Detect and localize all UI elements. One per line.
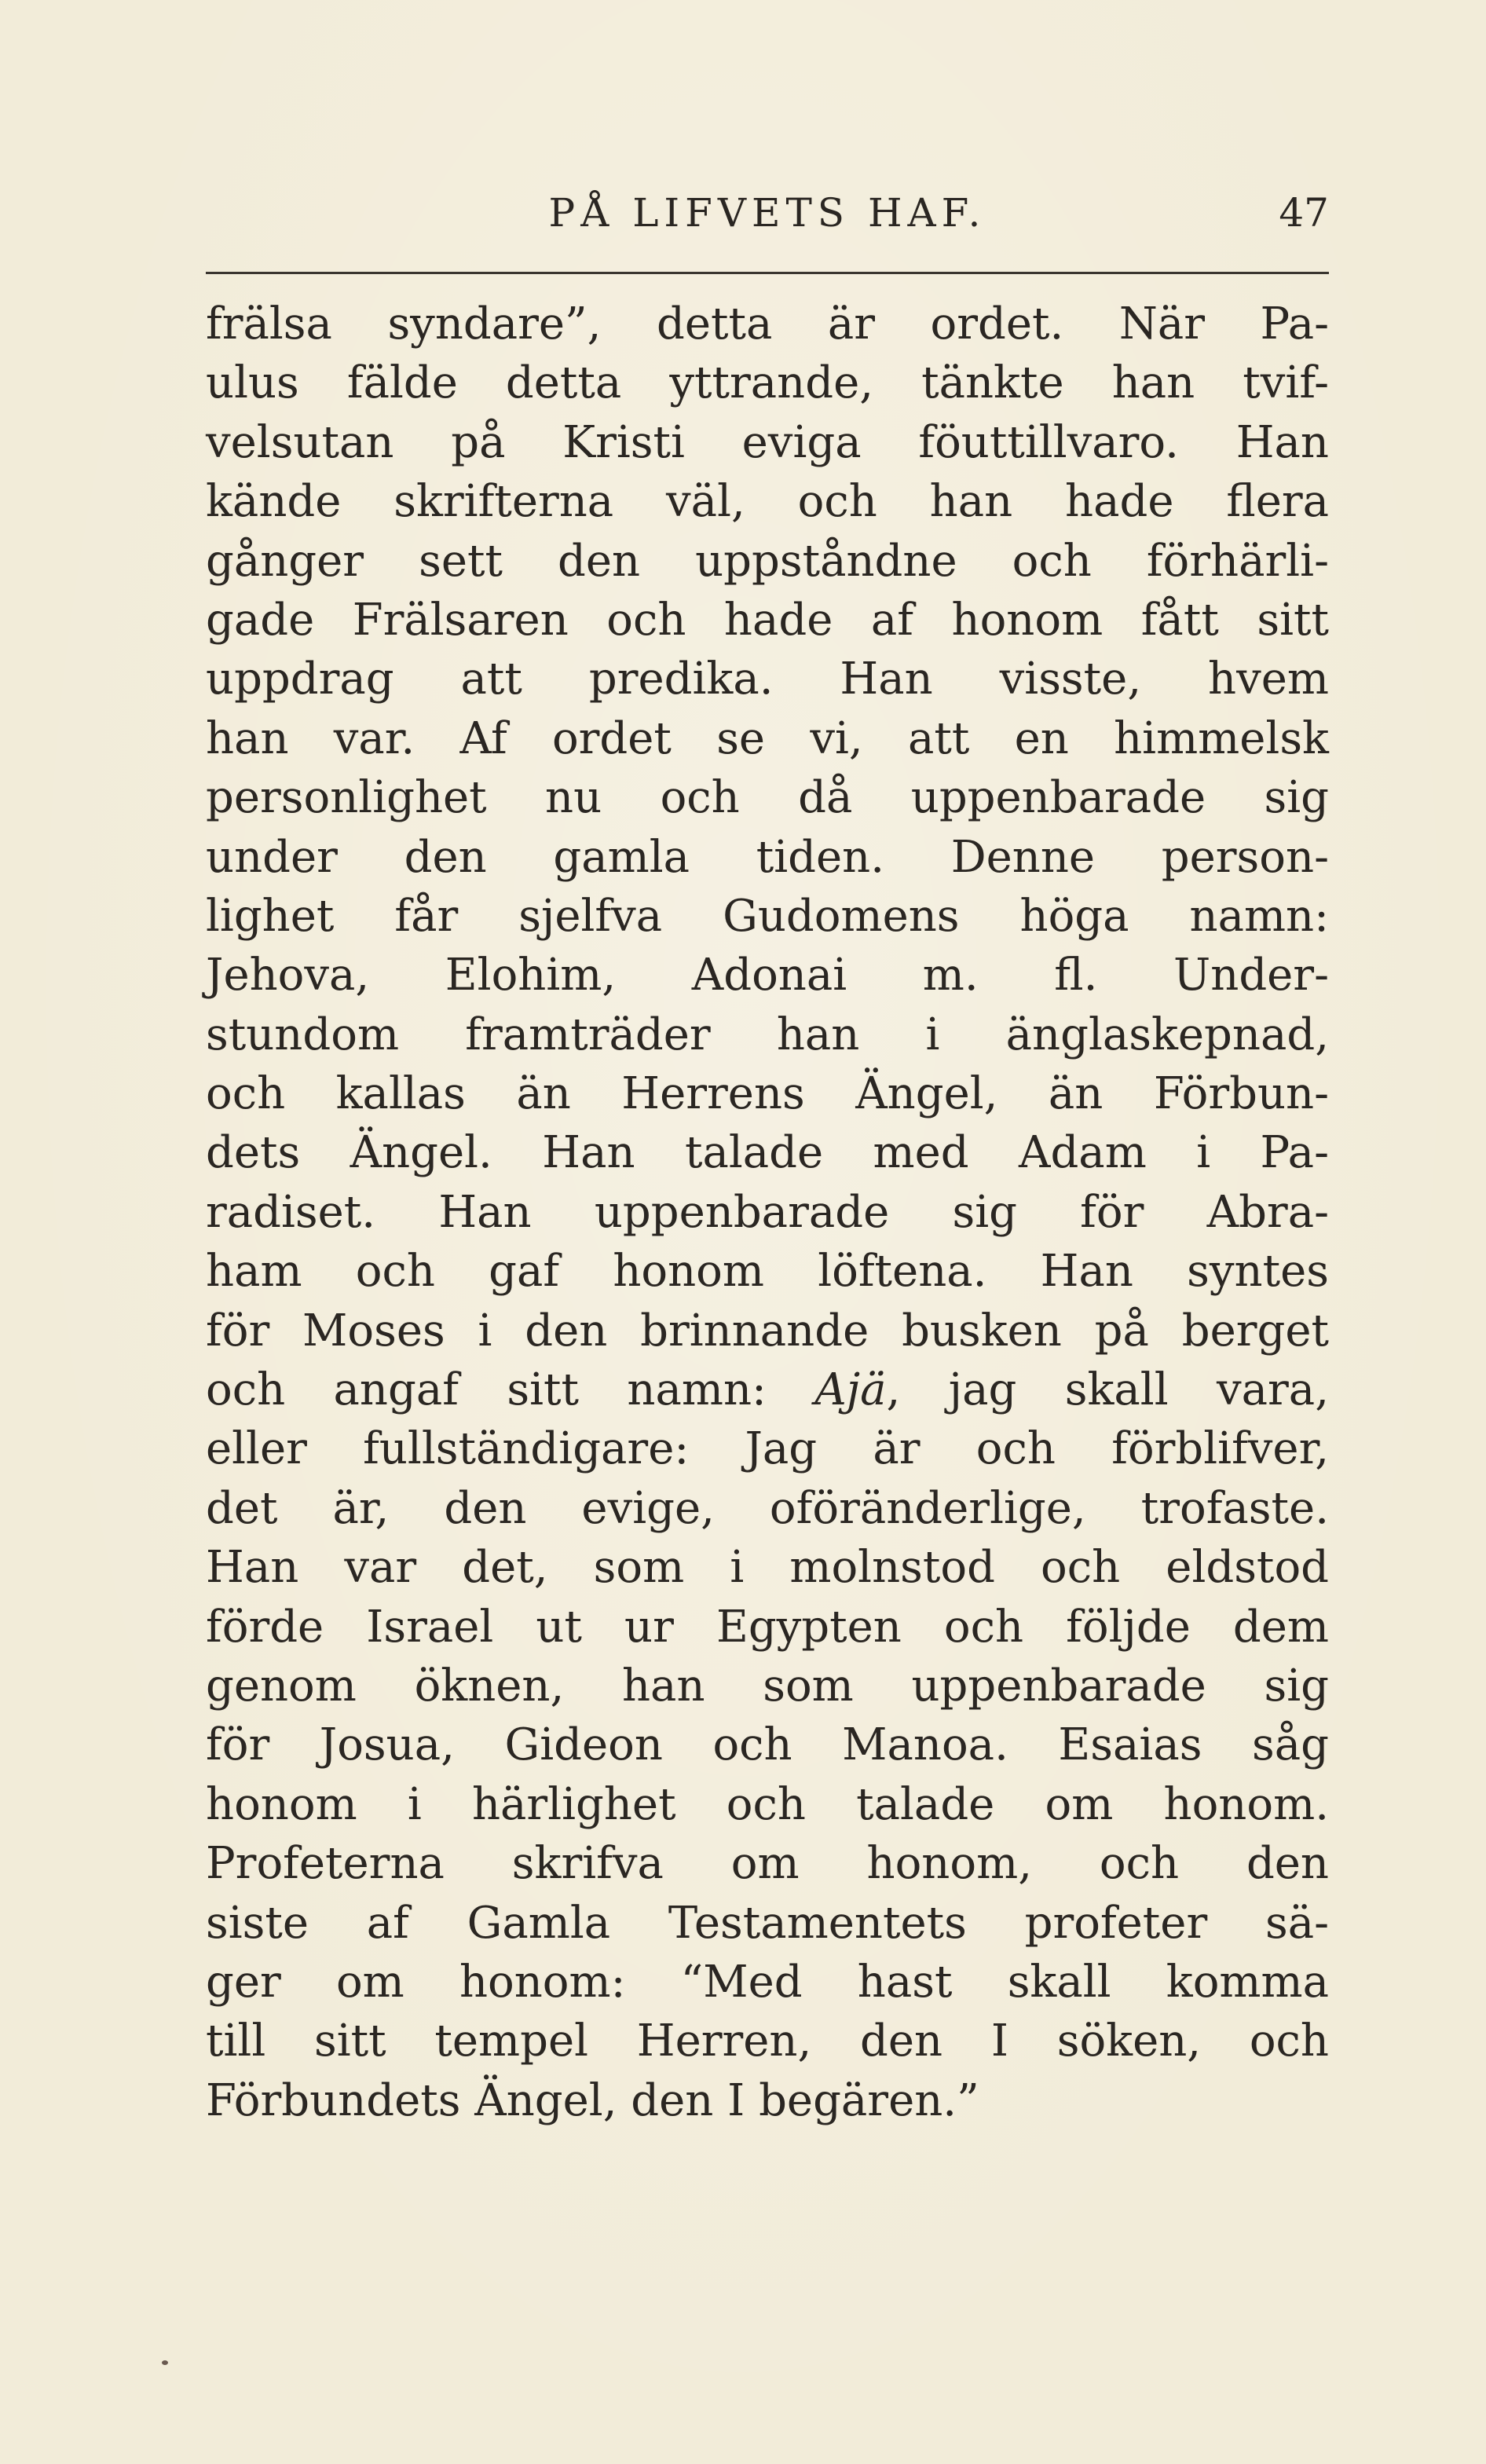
text-line-last: Förbundets Ängel, den I begären.” [206, 2074, 979, 2126]
text-line: ham och gaf honom löftena. Han syntes [206, 1246, 1329, 1298]
page-header [206, 185, 1329, 240]
text-line: radiset. Han uppenbarade sig för Abra- [206, 1186, 1329, 1238]
text-line: och kallas än Herrens Ängel, än Förbun- [206, 1068, 1329, 1120]
text-line: Jehova, Elohim, Adonai m. fl. Under- [206, 950, 1329, 1001]
text-line: velsutan på Kristi eviga föuttillvaro. Han [206, 416, 1329, 468]
text-line: Profeterna skrifva om honom, och den [206, 1838, 1329, 1890]
italic-word: Ajä [814, 1364, 887, 1416]
text-line: under den gamla tiden. Denne person- [206, 831, 1329, 883]
ink-speck [162, 2360, 168, 2365]
text-line: Han var det, som i molnstod och eldstod [206, 1542, 1329, 1594]
text-line: eller fullständigare: Jag är och förblifver, [206, 1423, 1329, 1475]
text-line: honom i härlighet och talade om honom. [206, 1778, 1329, 1830]
text-line: stundom framträder han i änglaskepnad, [206, 1009, 1329, 1060]
text-line: frälsa syndare”, detta är ordet. När Pa- [206, 298, 1329, 350]
text-segment: , jag skall vara, [886, 1364, 1329, 1416]
text-line: genom öknen, han som uppenbarade sig [206, 1660, 1329, 1712]
text-line: för Josua, Gideon och Manoa. Esaias såg [206, 1719, 1329, 1771]
text-line: gånger sett den uppståndne och förhärli- [206, 535, 1329, 587]
text-line: till sitt tempel Herren, den I söken, och [206, 2016, 1329, 2067]
running-head: PÅ LIFVETS HAF. [548, 190, 986, 236]
text-line: dets Ängel. Han talade med Adam i Pa- [206, 1127, 1329, 1179]
text-segment: och angaf sitt namn: [206, 1364, 815, 1416]
text-line: förde Israel ut ur Egypten och följde dem [206, 1601, 1329, 1653]
text-line-with-italic [206, 1360, 1329, 1419]
text-line: ulus fälde detta yttrande, tänkte han tvif- [206, 357, 1329, 409]
text-line: personlighet nu och då uppenbarade sig [206, 772, 1329, 824]
text-line: gade Frälsaren och hade af honom fått sitt [206, 594, 1329, 646]
text-line: det är, den evige, oföränderlige, trofaste. [206, 1482, 1329, 1534]
text-line: för Moses i den brinnande busken på berget [206, 1305, 1329, 1356]
page-number: 47 [1279, 190, 1329, 236]
text-line: kände skrifterna väl, och han hade flera [206, 476, 1329, 528]
text-line: uppdrag att predika. Han visste, hvem [206, 654, 1329, 705]
text-line: lighet får sjelfva Gudomens höga namn: [206, 890, 1329, 942]
text-line: siste af Gamla Testamentets profeter sä- [206, 1897, 1329, 1949]
body-text [206, 295, 1329, 2130]
text-line: ger om honom: “Med hast skall komma [206, 1956, 1329, 2008]
header-rule [206, 272, 1329, 274]
text-line: han var. Af ordet se vi, att en himmelsk [206, 712, 1329, 764]
